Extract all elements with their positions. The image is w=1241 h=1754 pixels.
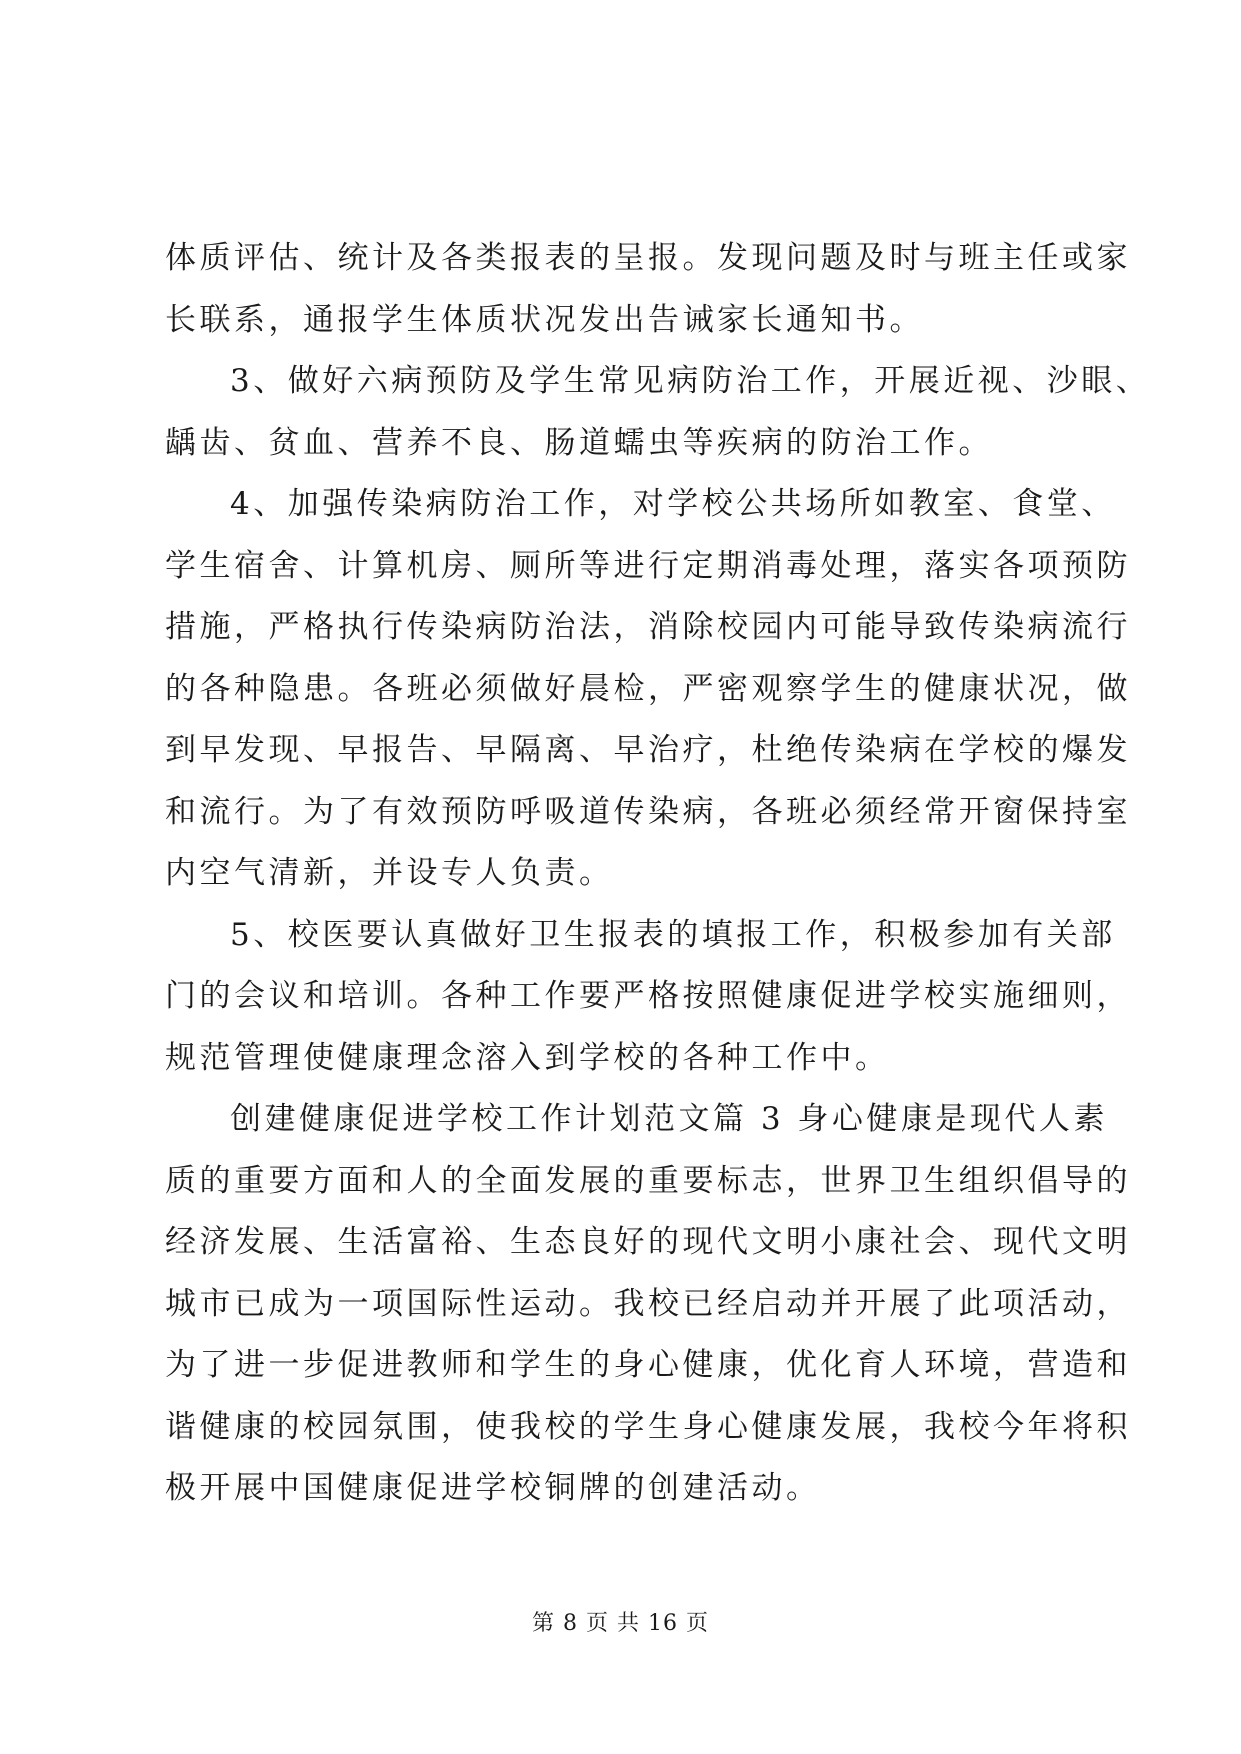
text-line: 4、加强传染病防治工作，对学校公共场所如教室、食堂、 xyxy=(230,486,1116,522)
text-line: 创建健康促进学校工作计划范文篇 3 身心健康是现代人素 xyxy=(230,1101,1108,1137)
text-line: 城市已成为一项国际性运动。我校已经启动并开展了此项活动， xyxy=(165,1285,1131,1322)
text-line: 体质评估、统计及各类报表的呈报。发现问题及时与班主任或家 xyxy=(165,240,1131,276)
text-line: 门的会议和培训。各种工作要严格按照健康促进学校实施细则， xyxy=(165,978,1131,1014)
body-text xyxy=(165,228,1151,1520)
text-line: 为了进一步促进教师和学生的身心健康，优化育人环境，营造和 xyxy=(165,1347,1131,1383)
text-line: 学生宿舍、计算机房、厕所等进行定期消毒处理，落实各项预防 xyxy=(165,547,1131,584)
text-line: 龋齿、贫血、营养不良、肠道蠕虫等疾病的防治工作。 xyxy=(165,424,993,461)
text-line: 和流行。为了有效预防呼吸道传染病，各班必须经常开窗保持室 xyxy=(165,793,1131,830)
text-line: 质的重要方面和人的全面发展的重要标志，世界卫生组织倡导的 xyxy=(165,1162,1131,1199)
text-line: 5、校医要认真做好卫生报表的填报工作，积极参加有关部 xyxy=(230,916,1116,953)
text-line: 的各种隐患。各班必须做好晨检，严密观察学生的健康状况，做 xyxy=(165,670,1131,707)
text-line: 措施，严格执行传染病防治法，消除校园内可能导致传染病流行 xyxy=(165,609,1131,645)
text-line: 极开展中国健康促进学校铜牌的创建活动。 xyxy=(165,1470,821,1506)
text-line: 谐健康的校园氛围，使我校的学生身心健康发展，我校今年将积 xyxy=(165,1408,1131,1445)
page-number-footer: 第 8 页 共 16 页 xyxy=(532,1611,709,1636)
text-line: 经济发展、生活富裕、生态良好的现代文明小康社会、现代文明 xyxy=(165,1224,1131,1260)
text-line: 长联系，通报学生体质状况发出告诫家长通知书。 xyxy=(165,301,924,338)
text-line: 规范管理使健康理念溶入到学校的各种工作中。 xyxy=(165,1039,890,1076)
text-line: 3、做好六病预防及学生常见病防治工作，开展近视、沙眼、 xyxy=(230,363,1151,399)
text-line: 内空气清新，并设专人负责。 xyxy=(165,855,614,891)
text-line: 到早发现、早报告、早隔离、早治疗，杜绝传染病在学校的爆发 xyxy=(165,732,1131,768)
